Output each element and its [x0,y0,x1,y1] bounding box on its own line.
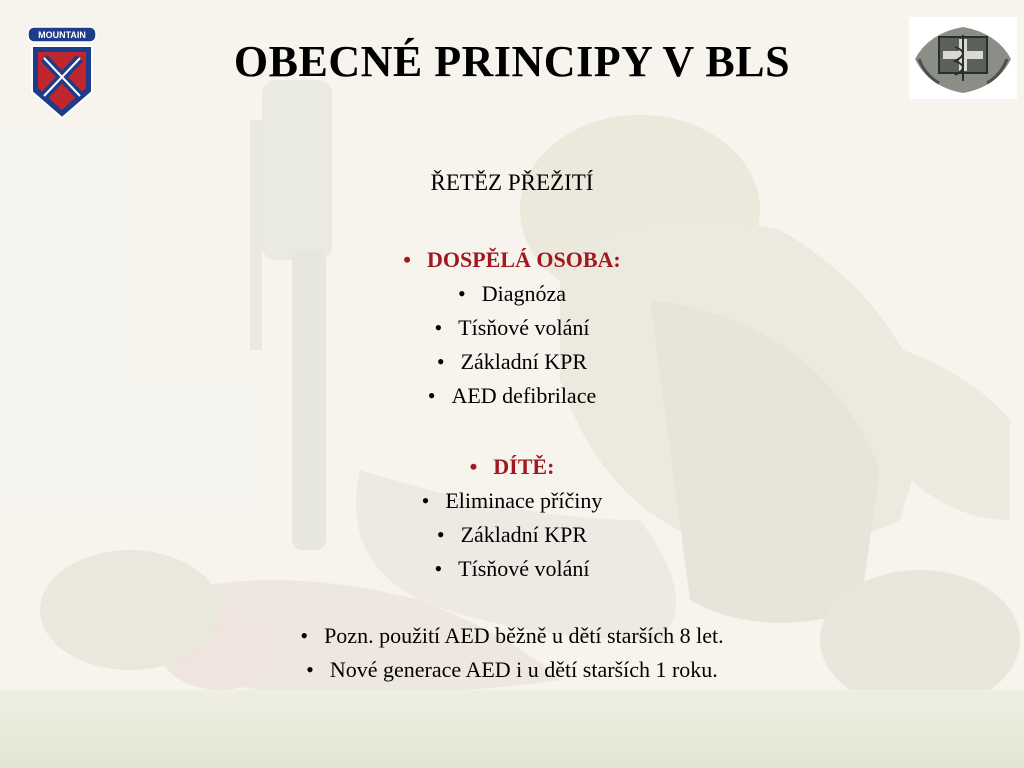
list-item [0,311,1024,345]
slide-subtitle: ŘETĚZ PŘEŽITÍ [430,170,594,195]
bullet: • [434,315,443,340]
bullet: • [300,623,309,648]
note-text: Nové generace AED i u dětí starších 1 roku. [329,657,718,682]
child-list [0,450,1024,586]
list-item-text: Diagnóza [481,281,566,306]
bullet: • [403,247,411,272]
adult-heading: DOSPĚLÁ OSOBA: [426,247,621,272]
bullet: • [458,281,466,306]
list-item [0,552,1024,586]
bullet: • [306,657,314,682]
adult-list [0,243,1024,413]
list-item-text: AED defibrilace [451,383,597,408]
list-item [0,277,1024,311]
child-heading: DÍTĚ: [493,454,555,479]
list-item-text: Tísňové volání [458,556,590,581]
bullet: • [434,556,443,581]
note-text: Pozn. použití AED běžně u dětí starších 8 let. [324,623,724,648]
bullet: • [436,349,445,374]
list-item-text: Tísňové volání [458,315,590,340]
slide-title: OBECNÉ PRINCIPY V BLS [233,37,791,86]
note-item [0,653,1024,687]
child-heading-item [0,450,1024,484]
bullet: • [421,488,430,513]
notes-list [0,619,1024,687]
note-item [0,619,1024,653]
patch-text: MOUNTAIN [38,30,86,40]
bullet: • [436,522,445,547]
list-item [0,518,1024,552]
bullet: • [469,454,478,479]
list-item-text: Základní KPR [460,522,588,547]
list-item-text: Základní KPR [460,349,588,374]
bullet: • [427,383,436,408]
adult-heading-item [0,243,1024,277]
list-item [0,484,1024,518]
list-item [0,345,1024,379]
list-item [0,379,1024,413]
list-item-text: Eliminace příčiny [445,488,603,513]
